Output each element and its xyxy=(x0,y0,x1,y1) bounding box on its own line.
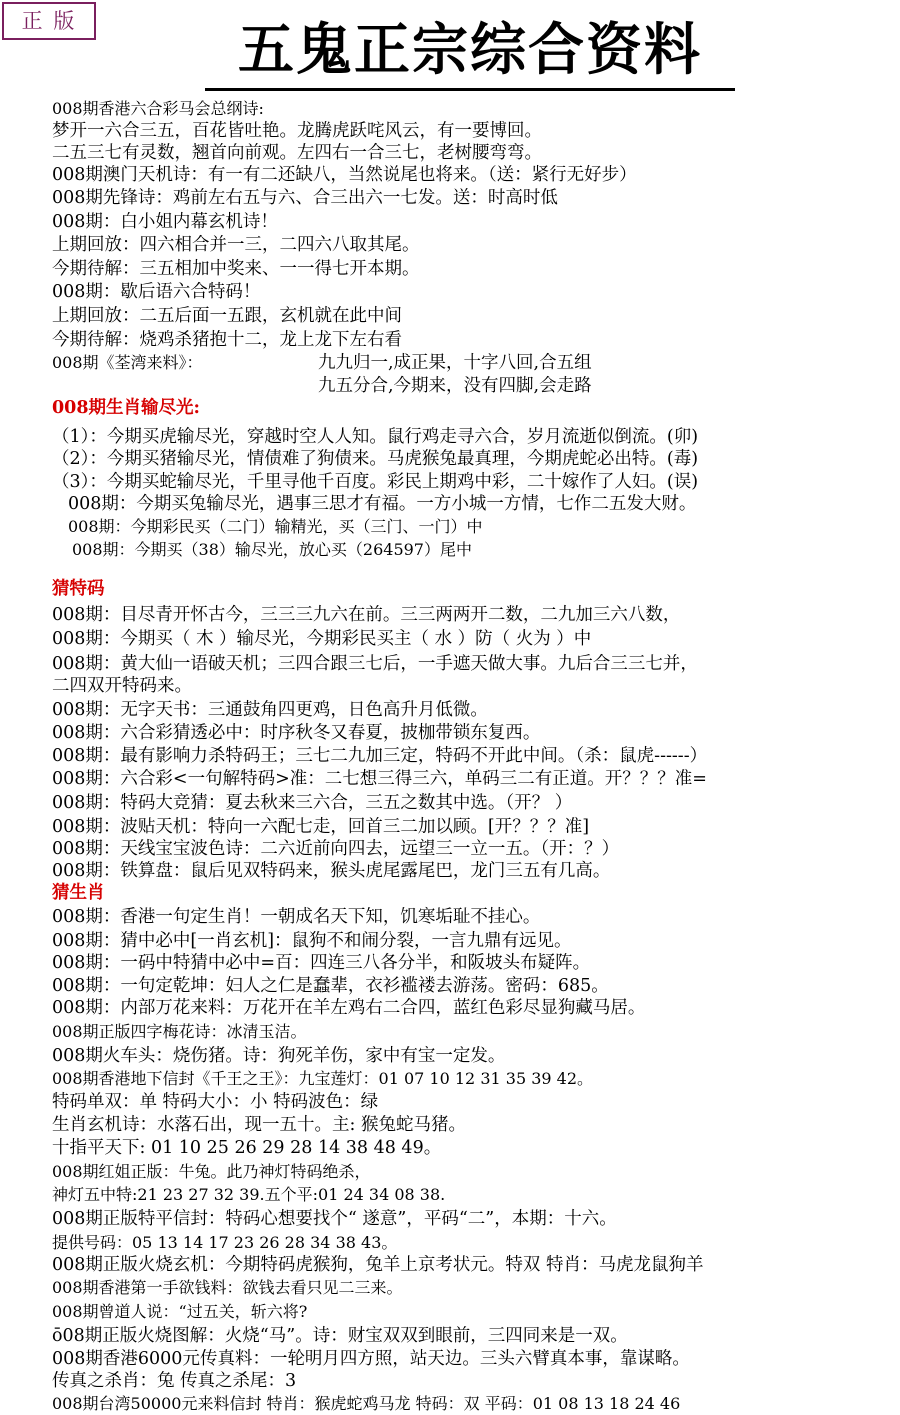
text-line: 008期澳门天机诗：有一有二还缺八，当然说尾也将来。（送：紧行无好步） xyxy=(52,165,637,185)
text-line: 008期：天线宝宝波色诗：二六近前向四去，远望三一立一五。（开：？） xyxy=(52,839,620,859)
section-heading: 猜生肖 xyxy=(52,883,105,903)
text-line: 008期：波贴天机：特向一六配七走，回首三二加以顾。[开？？？准] xyxy=(52,817,590,837)
text-line: 今期待解：烧鸡杀猪抱十二，龙上龙下左右看 xyxy=(52,330,402,350)
text-line: 008期先锋诗：鸡前左右五与六、合三出六一七发。送：时高时低 xyxy=(52,188,558,208)
text-line: 008期台湾50000元来料信封 特肖：猴虎蛇鸡马龙 特码：双 平码：01 08 13 18 24 46 xyxy=(52,1394,681,1413)
text-line: 神灯五中特:21 23 27 32 39.五个平:01 24 34 08 38. xyxy=(52,1185,446,1204)
text-line: 提供号码：05 13 14 17 23 26 28 34 38 43。 xyxy=(52,1233,398,1252)
text-line: （1）：今期买虎输尽光，穿越时空人人知。鼠行鸡走寻六合，岁月流逝似倒流。(卯) xyxy=(52,427,699,447)
text-line: 二五三七有灵数，翘首向前观。左四右一合三七，老树腰弯弯。 xyxy=(52,143,542,163)
text-line: 008期正版四字梅花诗：冰清玉洁。 xyxy=(52,1022,307,1041)
text-line: 008期香港第一手欲钱料：欲钱去看只见二三来。 xyxy=(52,1278,403,1297)
text-line: 008期：一句定乾坤：妇人之仁是蠢辈，衣衫褴褛去游荡。密码：685。 xyxy=(52,976,609,996)
text-line: 生肖玄机诗：水落石出，现一五十。主: 猴兔蛇马猪。 xyxy=(52,1115,466,1135)
text-line: 008期：今期彩民买（二门）输精光，买（三门、一门）中 xyxy=(68,517,483,536)
text-line: 008期香港地下信封《千王之王》：九宝莲灯：01 07 10 12 31 35 39 42。 xyxy=(52,1069,594,1088)
text-line: 008期：猜中必中[一肖玄机]：鼠狗不和闹分裂，一言九鼎有远见。 xyxy=(52,931,572,951)
text-line: 传真之杀肖：兔 传真之杀尾：3 xyxy=(52,1371,297,1391)
text-line: 十指平天下: 01 10 25 26 29 28 14 38 48 49。 xyxy=(52,1138,442,1158)
text-line: 008期：一码中特猜中必中=百：四连三八各分半，和阪坡头布疑阵。 xyxy=(52,953,591,973)
text-line: 008期：黄大仙一语破天机；三四合跟三七后，一手遮天做大事。九后合三三七并， xyxy=(52,654,698,674)
text-line: ō08期正版火烧图解：火烧“马”。诗：财宝双双到眼前，三四同来是一双。 xyxy=(52,1326,628,1346)
text-line: 008期：内部万花来料：万花开在羊左鸡右二合四，蓝红色彩尽显狗藏马居。 xyxy=(52,998,646,1018)
text-line: 008期：特码大竞猜：夏去秋来三六合，三五之数其中选。（开？ ） xyxy=(52,793,573,813)
text-line: 008期：香港一句定生肖！一朝成名天下知，饥寒垢耻不挂心。 xyxy=(52,907,541,927)
text-line: 九五分合,今期来，没有四脚,会走路 xyxy=(318,376,592,396)
text-line: 008期：今期买兔输尽光，遇事三思才有福。一方小城一方情，七作二五发大财。 xyxy=(68,494,697,514)
text-line: 008期：歇后语六合特码！ xyxy=(52,282,261,302)
text-line: 008期《荃湾来料》： xyxy=(52,353,203,372)
text-line: 特码单双：单 特码大小：小 特码波色：绿 xyxy=(52,1092,379,1112)
text-line: 008期香港6000元传真料：一轮明月四方照，站天边。三头六臂真本事，靠谋略。 xyxy=(52,1349,690,1369)
text-line: 008期：六合彩猜透必中：时序秋冬又春夏，披枷带锁东复西。 xyxy=(52,723,541,743)
text-line: 008期正版特平信封：特码心想要找个“ 遂意”，平码“二”，本期：十六。 xyxy=(52,1209,617,1229)
text-line: 008期：今期买（ 木 ）输尽光，今期彩民买主（ 水 ）防（ 火为 ）中 xyxy=(52,629,592,649)
section-heading: 008期生肖输尽光: xyxy=(52,398,200,418)
text-line: 008期：最有影响力杀特码王；三七二九加三定，特码不开此中间。（杀：鼠虎------） xyxy=(52,746,708,766)
text-line: 上期回放：四六相合并一三，二四六八取其尾。 xyxy=(52,235,420,255)
text-line: 008期红姐正版：牛兔。此乃神灯特码绝杀， xyxy=(52,1162,371,1181)
text-line: 梦开一六合三五，百花皆吐艳。龙腾虎跃咤风云，有一要博回。 xyxy=(52,121,542,141)
text-line: 008期：今期买（38）输尽光，放心买（264597）尾中 xyxy=(72,540,472,559)
text-line: 上期回放：二五后面一五跟，玄机就在此中间 xyxy=(52,306,402,326)
text-line: （3）：今期买蛇输尽光，千里寻他千百度。彩民上期鸡中彩，二十嫁作了人妇。(误) xyxy=(52,472,699,492)
text-line: 008期香港六合彩马会总纲诗: xyxy=(52,99,264,118)
page-title: 五鬼正宗综合资料 xyxy=(205,12,735,91)
edition-badge: 正 版 xyxy=(2,2,96,40)
text-line: 008期：铁算盘：鼠后见双特码来，猴头虎尾露尾巴，龙门三五有几高。 xyxy=(52,861,611,881)
text-line: （2）：今期买猪输尽光，情债难了狗债来。马虎猴兔最真理，今期虎蛇必出特。(毒) xyxy=(52,449,699,469)
text-line: 二四双开特码来。 xyxy=(52,676,192,696)
text-line: 今期待解：三五相加中奖来、一一得七开本期。 xyxy=(52,259,420,279)
text-line: 008期正版火烧玄机：今期特码虎猴狗，兔羊上京考状元。特双 特肖：马虎龙鼠狗羊 xyxy=(52,1255,704,1275)
text-line: 九九归一,成正果，十字八回,合五组 xyxy=(318,353,592,373)
section-heading: 猜特码 xyxy=(52,579,105,599)
text-line: 008期火车头：烧伤猪。诗：狗死羊伤，家中有宝一定发。 xyxy=(52,1046,506,1066)
text-line: 008期：目尽青开怀古今，三三三九六在前。三三两两开二数，二九加三六八数， xyxy=(52,605,681,625)
text-line: 008期：六合彩<一句解特码>准：二七想三得三六，单码三二有正道。开？？？准= xyxy=(52,769,707,789)
text-line: 008期：白小姐内幕玄机诗！ xyxy=(52,212,278,232)
text-line: 008期曾道人说：“过五关，斩六将? xyxy=(52,1302,308,1321)
text-line: 008期：无字天书：三通鼓角四更鸡，日色高升月低微。 xyxy=(52,700,488,720)
